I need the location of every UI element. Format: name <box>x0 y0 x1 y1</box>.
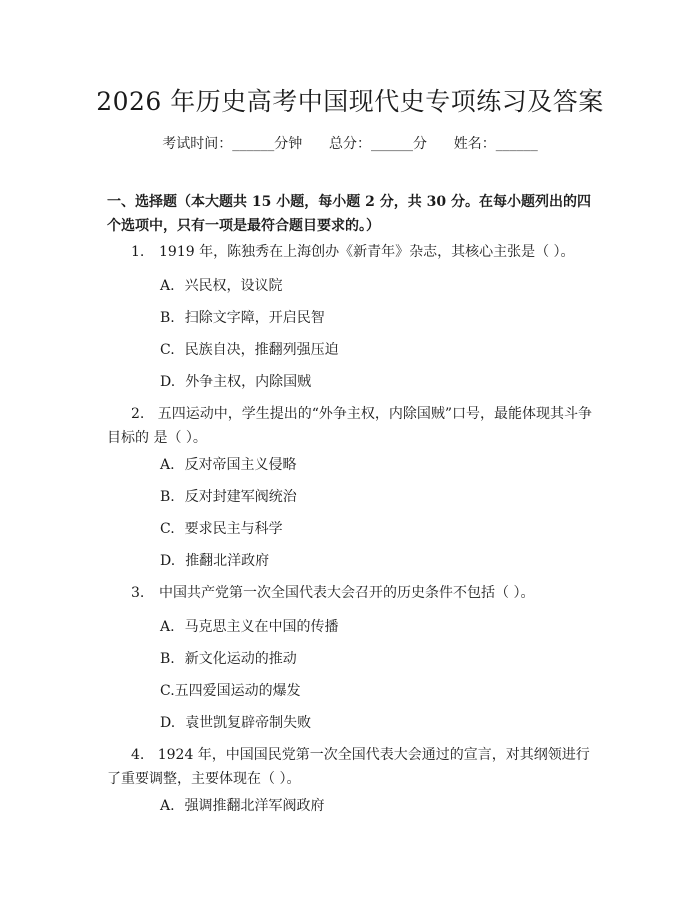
exam-info-line: 考试时间：______分钟 总分：______分 姓名：______ <box>162 136 538 152</box>
option-1a <box>160 276 580 296</box>
option-text: 反对封建军阀统治 <box>184 489 297 505</box>
document-title: 2026 年历史高考中国现代史专项练习及答案 <box>96 87 604 116</box>
option-label: C. <box>160 521 175 537</box>
option-1d <box>160 372 580 392</box>
option-2a <box>160 455 580 475</box>
option-label: A. <box>160 457 175 473</box>
question-number: 3. <box>131 585 145 601</box>
question-1 <box>107 240 597 264</box>
option-3c <box>160 681 580 701</box>
option-text: 民族自决，推翻列强压迫 <box>184 342 339 358</box>
question-text: 五四运动中，学生提出的“外争主权，内除国贼”口号，最能体现其斗争目标的 是（ ）。 <box>107 406 593 446</box>
option-3a <box>160 617 580 637</box>
question-number: 2. <box>131 406 145 422</box>
question-3 <box>107 581 597 605</box>
option-text: 马克思主义在中国的传播 <box>184 619 339 635</box>
question-text: 1924 年，中国国民党第一次全国代表大会通过的宣言，对其纲领进行了重要调整，主要体现在（ ）。 <box>107 747 590 787</box>
option-3b <box>160 649 580 669</box>
option-2d <box>160 551 580 571</box>
option-1b <box>160 308 580 328</box>
option-label: D. <box>160 553 176 569</box>
option-label: D. <box>160 715 176 731</box>
option-text: 兴民权，设议院 <box>184 278 283 294</box>
option-label: B. <box>160 310 175 326</box>
option-2c <box>160 519 580 539</box>
question-number: 1. <box>131 244 145 260</box>
question-text: 中国共产党第一次全国代表大会召开的历史条件不包括（ ）。 <box>159 585 535 601</box>
option-text: 强调推翻北洋军阀政府 <box>184 798 325 814</box>
option-text: 袁世凯复辟帝制失败 <box>185 715 312 731</box>
section-heading: 一、选择题（本大题共 15 小题，每小题 2 分，共 30 分。在每小题列出的四个选项中，只有一项是最符合题目要求的。） <box>107 194 591 234</box>
question-2 <box>107 402 597 450</box>
option-text: 扫除文字障，开启民智 <box>184 310 325 326</box>
option-label: D. <box>160 374 176 390</box>
option-1c <box>160 340 580 360</box>
option-4a <box>160 796 580 816</box>
option-label: A. <box>160 798 175 814</box>
option-2b <box>160 487 580 507</box>
option-text: 五四爱国运动的爆发 <box>174 683 301 699</box>
option-text: 推翻北洋政府 <box>185 553 270 569</box>
option-text: 新文化运动的推动 <box>184 651 297 667</box>
option-3d <box>160 713 580 733</box>
question-text: 1919 年，陈独秀在上海创办《新青年》杂志，其核心主张是（ ）。 <box>159 244 575 260</box>
option-text: 外争主权，内除国贼 <box>185 374 312 390</box>
question-4 <box>107 743 597 791</box>
option-label: C. <box>160 683 175 699</box>
option-label: B. <box>160 651 175 667</box>
option-label: C. <box>160 342 175 358</box>
option-label: A. <box>160 278 175 294</box>
question-number: 4. <box>131 747 145 763</box>
option-label: B. <box>160 489 175 505</box>
option-text: 要求民主与科学 <box>184 521 283 537</box>
option-text: 反对帝国主义侵略 <box>184 457 297 473</box>
option-label: A. <box>160 619 175 635</box>
